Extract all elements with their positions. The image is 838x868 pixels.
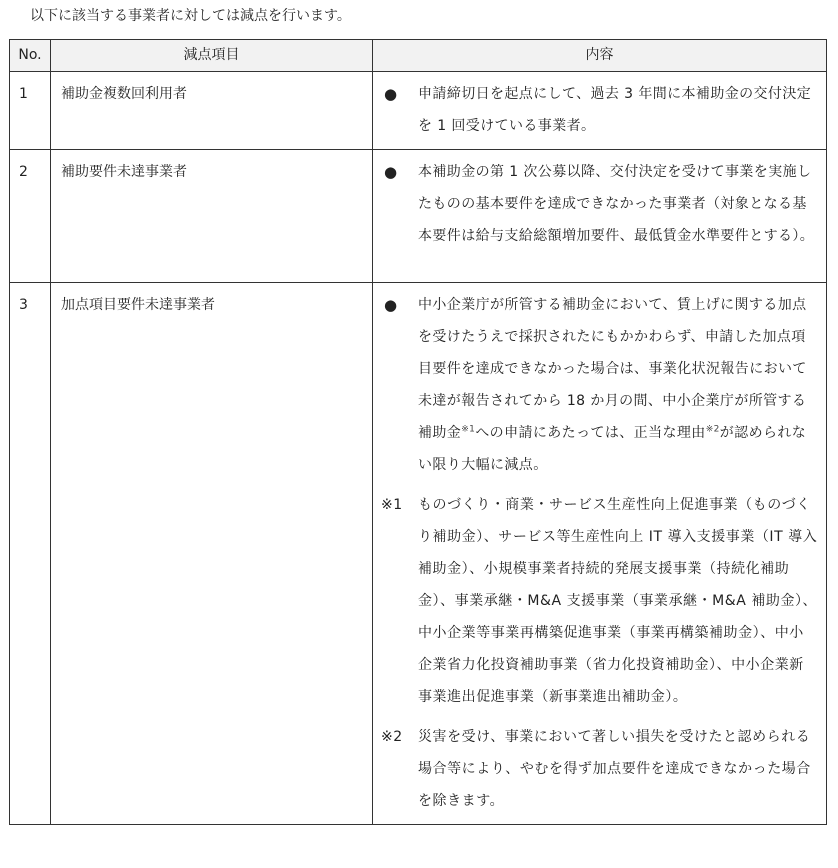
bullet-icon: ● <box>384 163 398 181</box>
footnote-ref-2: ※2 <box>705 424 720 435</box>
deduction-item: 補助要件未達事業者 <box>51 150 373 283</box>
footnote-mark: ※2 <box>381 729 403 745</box>
table-row <box>10 283 827 825</box>
table-row <box>10 150 827 283</box>
footnote-mark: ※1 <box>381 497 403 513</box>
content-cell <box>373 283 827 825</box>
content-text: 申請締切日を起点にして、過去 3 年間に本補助金の交付決定を 1 回受けている事業者。 <box>418 86 812 134</box>
bullet-entry <box>381 78 818 142</box>
table-header <box>10 40 827 72</box>
footnote-text: ものづくり・商業・サービス生産性向上促進事業（ものづくり補助金）、サービス等生産性向上 IT 導入支援事業（IT 導入補助金）、小規模事業者持続的発展支援事業（持続化補助金）、事業承継・M&A 支援事業（事業承継・M&A 補助金）、中小企業等事業再構築促進事業（事業再構築補助金）、中小企業省力化投資補助事業（省力化投資補助金）、中小企業新事業進出促進事業（新事業進出補助金）。 <box>418 497 818 705</box>
bullet-entry <box>381 156 818 252</box>
content-text: 本補助金の第 1 次公募以降、交付決定を受けて事業を実施したものの基本要件を達成できなかった事業者（対象となる基本要件は給与支給総額増加要件、最低賃金水準要件とする）。 <box>418 164 815 244</box>
bullet-entry <box>381 289 818 481</box>
row-number: 3 <box>10 283 51 825</box>
deduction-item: 補助金複数回利用者 <box>51 72 373 150</box>
intro-text: 以下に該当する事業者に対しては減点を行います。 <box>30 8 351 24</box>
content-cell <box>373 150 827 283</box>
content-text-part-3: が認められない限り大幅に減点。 <box>418 425 807 473</box>
bullet-icon: ● <box>384 296 398 314</box>
deduction-item: 加点項目要件未達事業者 <box>51 283 373 825</box>
content-text-part-2: への申請にあたっては、正当な理由 <box>475 425 706 441</box>
header-no: No. <box>10 40 51 72</box>
footnote-1 <box>381 489 818 713</box>
content-text <box>418 297 807 473</box>
content-text-part-1: 中小企業庁が所管する補助金において、賃上げに関する加点を受けたうえで採択されたにもかかわらず、申請した加点項目要件を達成できなかった場合は、事業化状況報告において未達が報告されてから 18 か月の間、中小企業庁が所管する補助金 <box>418 297 807 441</box>
footnote-2 <box>381 721 818 817</box>
deduction-table <box>9 39 827 825</box>
content-cell <box>373 72 827 150</box>
header-deduction-item: 減点項目 <box>51 40 373 72</box>
footnote-ref-1: ※1 <box>461 424 476 435</box>
row-number: 2 <box>10 150 51 283</box>
footnote-text: 災害を受け、事業において著しい損失を受けたと認められる場合等により、やむを得ず加点要件を達成できなかった場合を除きます。 <box>418 729 811 809</box>
bullet-icon: ● <box>384 85 398 103</box>
row-number: 1 <box>10 72 51 150</box>
table-row <box>10 72 827 150</box>
header-content: 内容 <box>373 40 827 72</box>
